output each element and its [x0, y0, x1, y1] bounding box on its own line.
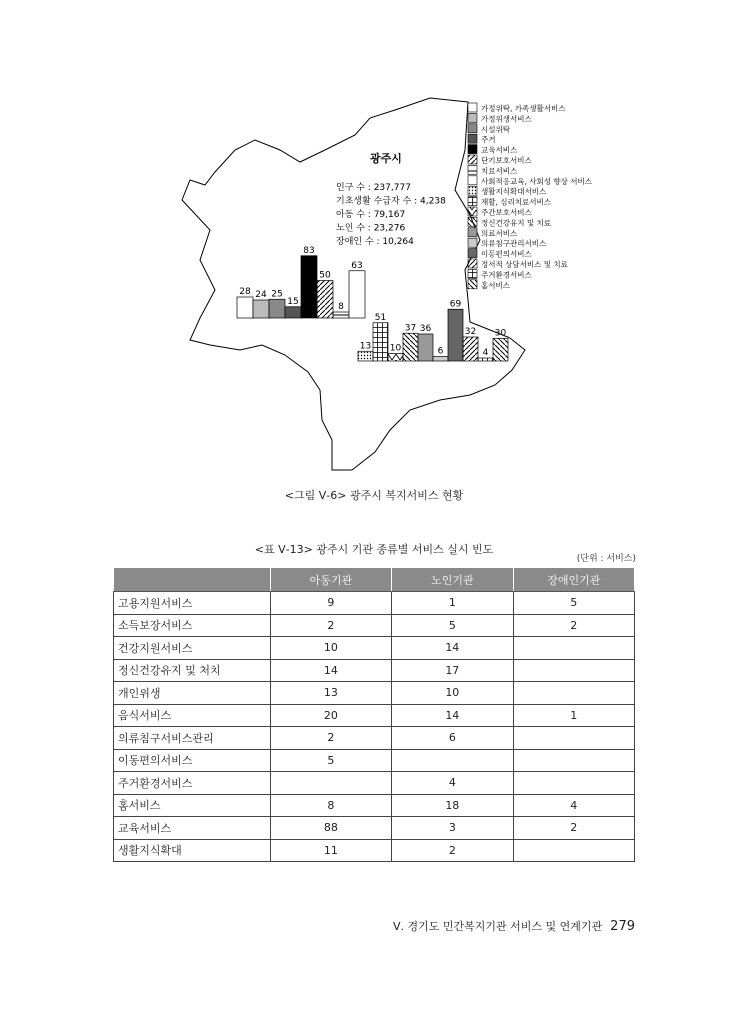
value-cell: 14: [270, 659, 391, 682]
table-row: [114, 614, 635, 637]
bar: [388, 354, 403, 362]
legend-label: 치료서비스: [481, 166, 518, 176]
table-row: [114, 817, 635, 840]
legend-swatch: [468, 238, 477, 247]
legend-swatch: [468, 165, 477, 174]
bar: [493, 339, 508, 362]
bar: [285, 307, 301, 318]
bar: [301, 256, 317, 318]
stat-line: 아동 수 : 79,167: [336, 210, 406, 220]
value-cell: 2: [270, 727, 391, 750]
bar-value-label: 24: [255, 290, 267, 300]
bar-value-label: 63: [351, 260, 363, 271]
table-row: [114, 704, 635, 727]
value-cell: 2: [513, 817, 634, 840]
bar-value-label: 50: [319, 270, 331, 281]
table-row: [114, 839, 635, 862]
table-row: [114, 794, 635, 817]
legend-swatch: [468, 249, 477, 258]
bar: [349, 271, 365, 318]
bar: [373, 323, 388, 361]
value-cell: 13: [270, 682, 391, 705]
legend-label: 가정위생서비스: [481, 114, 532, 124]
legend-label: 재활, 심리치료서비스: [481, 197, 551, 207]
legend-label: 주거: [481, 135, 496, 145]
row-label-cell: 교육서비스: [114, 817, 271, 840]
legend-swatch: [468, 103, 477, 112]
value-cell: [513, 772, 634, 795]
value-cell: 9: [270, 592, 391, 615]
page-footer: [393, 918, 635, 934]
value-cell: 14: [392, 637, 513, 660]
table-row: [114, 727, 635, 750]
gwangju-map-figure: [0, 0, 748, 480]
legend-swatch: [468, 113, 477, 122]
value-cell: 1: [513, 704, 634, 727]
bar: [237, 297, 253, 318]
header-cell-elderly: 노인기관: [392, 568, 513, 592]
bar-value-label: 32: [464, 327, 477, 337]
value-cell: 2: [513, 614, 634, 637]
legend-swatch: [468, 186, 477, 195]
bar: [403, 333, 418, 361]
value-cell: 10: [392, 682, 513, 705]
value-cell: 2: [270, 614, 391, 637]
bar: [358, 351, 373, 361]
value-cell: 1: [392, 592, 513, 615]
legend-swatch: [468, 269, 477, 278]
table-row: [114, 772, 635, 795]
row-label-cell: 고용지원서비스: [114, 592, 271, 615]
value-cell: 20: [270, 704, 391, 727]
bar: [253, 300, 269, 318]
legend-label: 단기보호서비스: [481, 156, 532, 165]
stat-line: 노인 수 : 23,276: [336, 223, 406, 234]
bar-value-label: 25: [271, 289, 283, 300]
legend-swatch: [468, 217, 477, 226]
legend-swatch: [468, 197, 477, 206]
stat-line: 기초생활 수급자 수 : 4,238: [336, 196, 446, 207]
header-cell-child: 아동기관: [270, 568, 391, 592]
legend-label: 주간보호서비스: [481, 208, 532, 217]
bar-value-label: 28: [239, 287, 251, 297]
value-cell: [513, 839, 634, 862]
bar-value-label: 6: [437, 346, 444, 357]
value-cell: [392, 749, 513, 772]
legend-label: 정서적 상담서비스 및 치료: [481, 260, 568, 269]
row-label-cell: 건강지원서비스: [114, 637, 271, 660]
bar: [463, 337, 478, 361]
city-name-label: 광주시: [370, 152, 402, 165]
table-unit: (단위 : 서비스): [576, 554, 636, 564]
value-cell: 8: [270, 794, 391, 817]
row-label-cell: 주거환경서비스: [114, 772, 271, 795]
legend-swatch: [468, 155, 477, 164]
stat-line: 인구 수 : 237,777: [336, 183, 411, 193]
bar: [478, 358, 493, 361]
value-cell: [513, 682, 634, 705]
value-cell: [513, 637, 634, 660]
legend-label: 사회적응교육, 사회성 향상 서비스: [481, 176, 592, 186]
bar: [317, 281, 333, 319]
table-row: [114, 592, 635, 615]
value-cell: 18: [392, 794, 513, 817]
value-cell: 3: [392, 817, 513, 840]
legend-label: 홈서비스: [481, 280, 510, 290]
header-cell-disabled: 장애인기관: [513, 568, 634, 592]
row-label-cell: 의류침구서비스관리: [114, 727, 271, 750]
legend-swatch: [468, 207, 477, 216]
legend-label: 교육서비스: [481, 145, 518, 155]
footer-text: Ⅴ. 경기도 민간복지기관 서비스 및 연계기관: [393, 920, 603, 933]
bar-value-label: 30: [494, 328, 507, 339]
value-cell: [270, 772, 391, 795]
legend-label: 가정위탁, 가족생활서비스: [481, 104, 566, 113]
table-header-row: [114, 568, 635, 592]
legend-swatch: [468, 280, 477, 289]
legend-label: 이동편의서비스: [481, 249, 532, 259]
table-row: [114, 659, 635, 682]
bar: [448, 309, 463, 361]
bar: [433, 357, 448, 362]
table-row: [114, 682, 635, 705]
table-row: [114, 637, 635, 660]
page-number: 279: [610, 919, 635, 934]
figure-caption: <그림 Ⅴ-6> 광주시 복지서비스 현황: [284, 489, 464, 502]
bar: [269, 299, 285, 318]
value-cell: [513, 727, 634, 750]
row-label-cell: 음식서비스: [114, 704, 271, 727]
legend-label: 주거환경서비스: [481, 270, 532, 280]
legend-swatch: [468, 259, 477, 268]
value-cell: 2: [392, 839, 513, 862]
row-label-cell: 정신건강유지 및 처치: [114, 659, 271, 682]
bar-value-label: 69: [449, 299, 462, 310]
value-cell: 5: [513, 592, 634, 615]
bar: [333, 312, 349, 318]
legend-swatch: [468, 176, 477, 185]
legend-label: 생활지식확대서비스: [481, 187, 547, 197]
row-label-cell: 소득보장서비스: [114, 614, 271, 637]
bar-value-label: 15: [287, 296, 299, 307]
stat-line: 장애인 수 : 10,264: [336, 237, 414, 247]
value-cell: 14: [392, 704, 513, 727]
value-cell: 6: [392, 727, 513, 750]
value-cell: 88: [270, 817, 391, 840]
legend-swatch: [468, 134, 477, 143]
bar-value-label: 51: [374, 312, 387, 323]
bar-value-label: 13: [359, 341, 372, 352]
legend-label: 의료서비스: [481, 228, 518, 238]
legend-label: 의류침구관리서비스: [481, 239, 547, 249]
bar-value-label: 10: [389, 343, 402, 354]
bar-value-label: 36: [419, 324, 432, 334]
legend-swatch: [468, 228, 477, 237]
header-cell-blank: [114, 568, 271, 592]
row-label-cell: 이동편의서비스: [114, 749, 271, 772]
stats-block: [336, 181, 446, 247]
bar-value-label: 37: [404, 323, 417, 334]
table-title: <표 Ⅴ-13> 광주시 기관 종류별 서비스 실시 빈도: [254, 543, 494, 556]
table-row: [114, 749, 635, 772]
legend-swatch: [468, 124, 477, 133]
value-cell: 5: [392, 614, 513, 637]
value-cell: 17: [392, 659, 513, 682]
bar-value-label: 4: [482, 348, 489, 358]
legend-swatch: [468, 145, 477, 154]
value-cell: 4: [513, 794, 634, 817]
bar-chart: [237, 246, 508, 361]
row-label-cell: 개인위생: [114, 682, 271, 705]
bar: [418, 334, 433, 361]
legend-label: 시설위탁: [481, 124, 510, 134]
row-label-cell: 생활지식확대: [114, 839, 271, 862]
value-cell: [513, 659, 634, 682]
value-cell: 10: [270, 637, 391, 660]
legend: [468, 103, 593, 290]
row-label-cell: 홈서비스: [114, 794, 271, 817]
value-cell: 4: [392, 772, 513, 795]
bar-value-label: 8: [338, 302, 344, 312]
value-cell: [513, 749, 634, 772]
bar-value-label: 83: [303, 245, 315, 256]
value-cell: 5: [270, 749, 391, 772]
value-cell: 11: [270, 839, 391, 862]
legend-label: 정신건강유지 및 치료: [481, 218, 551, 228]
service-frequency-table: [113, 567, 635, 862]
